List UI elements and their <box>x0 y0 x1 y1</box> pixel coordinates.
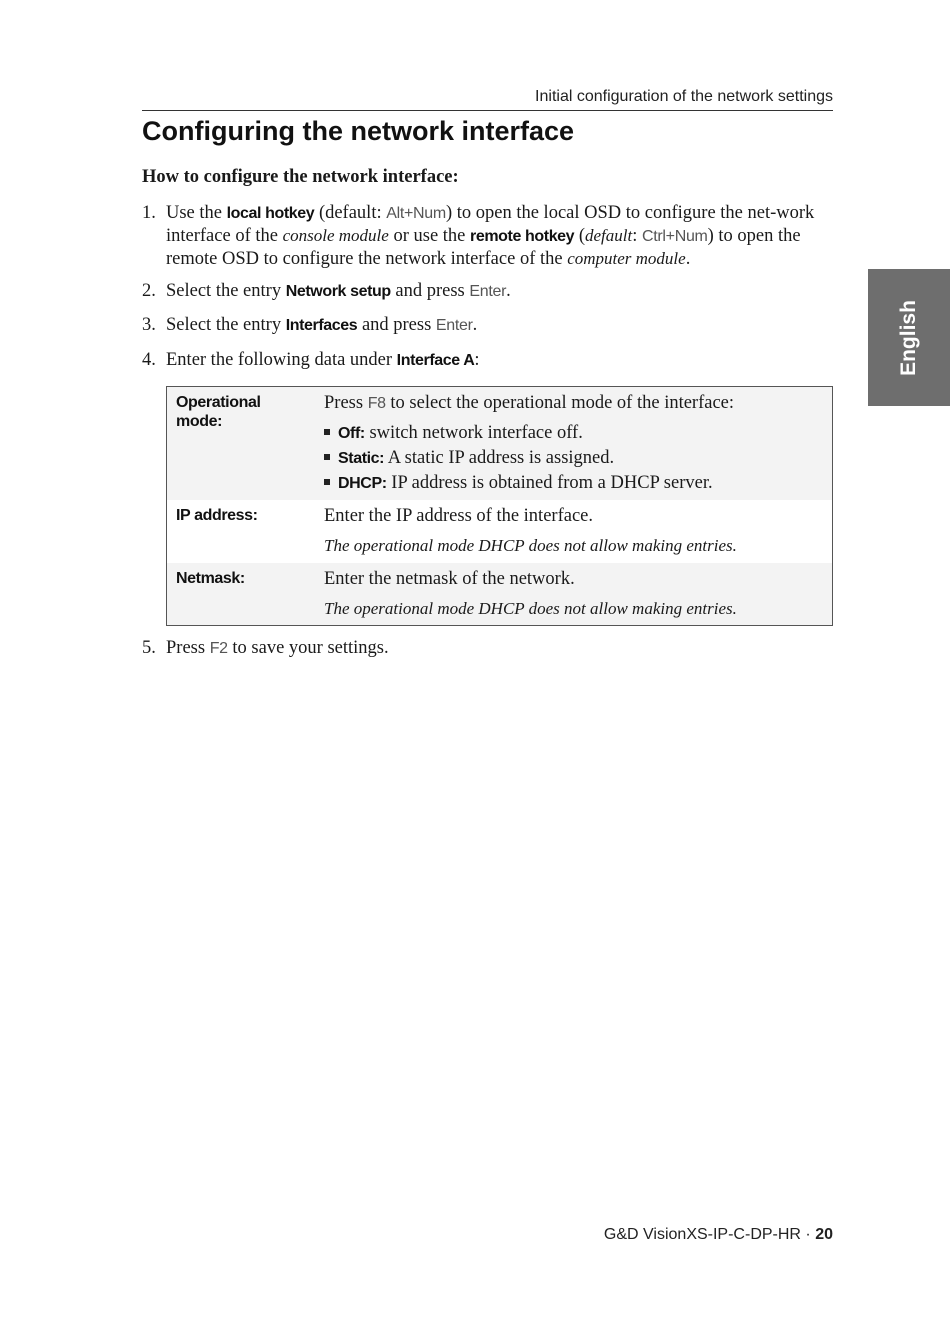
key-ctrl-num: Ctrl+Num <box>641 228 708 245</box>
step-text: Enter the following data under Interface A: <box>166 350 480 370</box>
page-title: Configuring the network interface <box>142 116 575 146</box>
keyword-network-setup: Network setup <box>285 283 391 300</box>
row-label: Netmask: <box>176 570 245 587</box>
step-5 <box>142 637 834 660</box>
step-1 <box>142 202 834 270</box>
row-description: Enter the netmask of the network. <box>324 569 575 589</box>
row-label: Operational mode: <box>176 394 261 430</box>
running-header: Initial configuration of the network settings <box>142 86 833 111</box>
bullet-square-icon <box>324 479 330 485</box>
bullet-item: Off: switch network interface off. <box>324 422 583 445</box>
row-note: The operational mode DHCP does not allow making entries. <box>324 536 737 555</box>
page-footer <box>604 1226 833 1244</box>
key-f2: F2 <box>209 640 228 657</box>
step-text: Press F2 to save your settings. <box>166 638 389 658</box>
row-description: Enter the IP address of the interface. <box>324 506 593 526</box>
key-enter: Enter <box>435 317 473 334</box>
term-computer-module: computer module <box>567 249 686 268</box>
bullet-square-icon <box>324 454 330 460</box>
row-description: Press F8 to select the operational mode of the interface: <box>324 393 735 413</box>
keyword-local-hotkey: local hotkey <box>226 205 315 222</box>
keyword-interface-a: Interface A <box>396 352 475 369</box>
page-number: 20 <box>815 1226 833 1243</box>
key-enter: Enter <box>469 283 507 300</box>
keyword-interfaces: Interfaces <box>285 317 358 334</box>
step-number: 4. <box>142 350 156 370</box>
table-row-netmask <box>167 563 832 625</box>
language-tab-label: English <box>897 299 920 376</box>
step-text: Select the entry Network setup and press Enter. <box>166 281 511 301</box>
procedure-heading: How to configure the network interface: <box>142 167 459 187</box>
key-f8: F8 <box>367 395 386 412</box>
step-text: Select the entry Interfaces and press Enter. <box>166 315 478 335</box>
step-text: Use the local hotkey (default: Alt+Num) to open the local OSD to configure the net-work interface of the console module or use the remote hotkey (default: Ctrl+Num) to open the remote OSD to configure the network interface of the computer module. <box>166 203 815 269</box>
key-alt-num: Alt+Num <box>386 205 446 222</box>
step-4 <box>142 349 834 372</box>
step-number: 5. <box>142 638 156 658</box>
term-console-module: console module <box>282 226 389 245</box>
bullet-square-icon <box>324 429 330 435</box>
step-number: 3. <box>142 315 156 335</box>
bullet-item: DHCP: IP address is obtained from a DHCP server. <box>324 472 713 495</box>
step-2 <box>142 280 834 303</box>
row-label: IP address: <box>176 507 258 524</box>
footer-product: G&D VisionXS-IP-C-DP-HR · <box>603 1226 816 1243</box>
step-3 <box>142 314 834 337</box>
step-number: 1. <box>142 203 156 223</box>
row-note: The operational mode DHCP does not allow making entries. <box>324 599 737 618</box>
table-row-operational-mode <box>167 387 832 500</box>
bullet-item: Static: A static IP address is assigned. <box>324 447 614 470</box>
keyword-remote-hotkey: remote hotkey <box>470 228 575 245</box>
step-number: 2. <box>142 281 156 301</box>
settings-table <box>166 386 833 626</box>
language-tab <box>868 269 950 406</box>
table-row-ip-address <box>167 500 832 563</box>
